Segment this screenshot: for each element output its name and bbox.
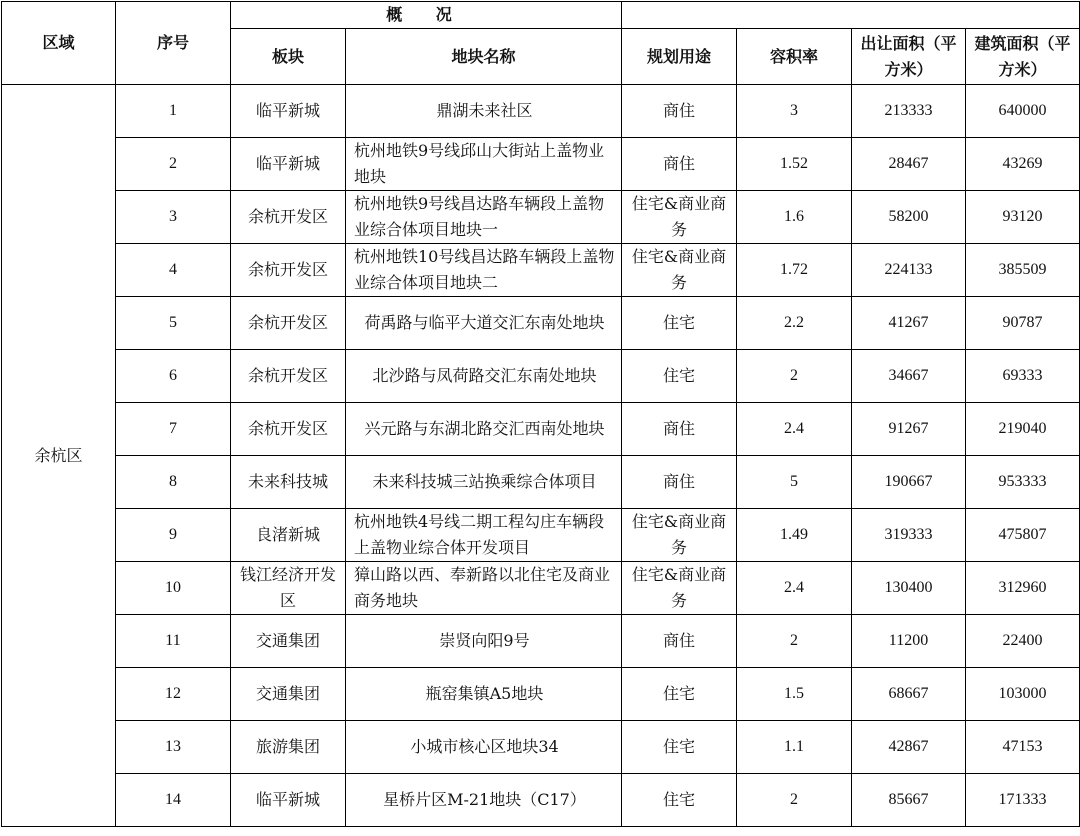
far-cell: 1.49 — [737, 509, 852, 562]
district-cell: 余杭区 — [2, 85, 116, 827]
plot-name-cell: 未来科技城三站换乘综合体项目 — [346, 456, 622, 509]
build-area-cell: 90787 — [966, 297, 1080, 350]
plot-name-cell: 兴元路与东湖北路交汇西南处地块 — [346, 403, 622, 456]
use-cell: 住宅 — [622, 668, 737, 721]
use-cell: 住宅&商业商务 — [622, 562, 737, 615]
block-cell: 良渚新城 — [231, 509, 346, 562]
table-row — [2, 244, 1080, 297]
header-plot-name: 地块名称 — [346, 29, 622, 85]
use-cell: 商住 — [622, 138, 737, 191]
transfer-area-cell: 11200 — [852, 615, 966, 668]
far-cell: 1.1 — [737, 721, 852, 774]
plot-name-cell: 杭州地铁9号线昌达路车辆段上盖物业综合体项目地块一 — [346, 191, 622, 244]
table-body — [2, 85, 1080, 827]
plot-name-cell: 星桥片区M-21地块（C17） — [346, 774, 622, 827]
header-seq: 序号 — [116, 2, 231, 85]
seq-cell: 7 — [116, 403, 231, 456]
seq-cell: 8 — [116, 456, 231, 509]
build-area-cell: 22400 — [966, 615, 1080, 668]
header-blank — [622, 2, 1080, 29]
use-cell: 住宅 — [622, 774, 737, 827]
table-row — [2, 297, 1080, 350]
use-cell: 住宅 — [622, 350, 737, 403]
table-row — [2, 774, 1080, 827]
plot-name-cell: 北沙路与凤荷路交汇东南处地块 — [346, 350, 622, 403]
block-cell: 旅游集团 — [231, 721, 346, 774]
transfer-area-cell: 224133 — [852, 244, 966, 297]
header-use: 规划用途 — [622, 29, 737, 85]
build-area-cell: 640000 — [966, 85, 1080, 138]
block-cell: 余杭开发区 — [231, 297, 346, 350]
seq-cell: 4 — [116, 244, 231, 297]
use-cell: 商住 — [622, 456, 737, 509]
use-cell: 住宅&商业商务 — [622, 509, 737, 562]
header-far: 容积率 — [737, 29, 852, 85]
table-row — [2, 456, 1080, 509]
transfer-area-cell: 319333 — [852, 509, 966, 562]
plot-name-cell: 小城市核心区地块34 — [346, 721, 622, 774]
use-cell: 住宅&商业商务 — [622, 191, 737, 244]
header-district: 区域 — [2, 2, 116, 85]
transfer-area-cell: 42867 — [852, 721, 966, 774]
block-cell: 交通集团 — [231, 615, 346, 668]
transfer-area-cell: 85667 — [852, 774, 966, 827]
seq-cell: 5 — [116, 297, 231, 350]
table-row — [2, 350, 1080, 403]
far-cell: 5 — [737, 456, 852, 509]
table-row — [2, 85, 1080, 138]
transfer-area-cell: 34667 — [852, 350, 966, 403]
table-row — [2, 191, 1080, 244]
far-cell: 1.52 — [737, 138, 852, 191]
transfer-area-cell: 68667 — [852, 668, 966, 721]
far-cell: 2 — [737, 350, 852, 403]
far-cell: 1.5 — [737, 668, 852, 721]
seq-cell: 12 — [116, 668, 231, 721]
use-cell: 商住 — [622, 403, 737, 456]
block-cell: 余杭开发区 — [231, 403, 346, 456]
build-area-cell: 43269 — [966, 138, 1080, 191]
far-cell: 2.2 — [737, 297, 852, 350]
block-cell: 余杭开发区 — [231, 191, 346, 244]
build-area-cell: 69333 — [966, 350, 1080, 403]
table-row — [2, 509, 1080, 562]
build-area-cell: 219040 — [966, 403, 1080, 456]
build-area-cell: 93120 — [966, 191, 1080, 244]
block-cell: 未来科技城 — [231, 456, 346, 509]
header-overview: 概 况 — [231, 2, 622, 29]
table-row — [2, 721, 1080, 774]
transfer-area-cell: 130400 — [852, 562, 966, 615]
far-cell: 2 — [737, 615, 852, 668]
build-area-cell: 171333 — [966, 774, 1080, 827]
seq-cell: 3 — [116, 191, 231, 244]
seq-cell: 1 — [116, 85, 231, 138]
block-cell: 余杭开发区 — [231, 350, 346, 403]
plot-name-cell: 荷禹路与临平大道交汇东南处地块 — [346, 297, 622, 350]
table-row — [2, 403, 1080, 456]
use-cell: 商住 — [622, 615, 737, 668]
seq-cell: 10 — [116, 562, 231, 615]
far-cell: 3 — [737, 85, 852, 138]
block-cell: 余杭开发区 — [231, 244, 346, 297]
header-transfer-area: 出让面积（平方米） — [852, 29, 966, 85]
seq-cell: 6 — [116, 350, 231, 403]
far-cell: 1.72 — [737, 244, 852, 297]
seq-cell: 9 — [116, 509, 231, 562]
block-cell: 临平新城 — [231, 774, 346, 827]
table-row — [2, 615, 1080, 668]
block-cell: 临平新城 — [231, 138, 346, 191]
seq-cell: 14 — [116, 774, 231, 827]
block-cell: 交通集团 — [231, 668, 346, 721]
build-area-cell: 475807 — [966, 509, 1080, 562]
far-cell: 2 — [737, 774, 852, 827]
build-area-cell: 385509 — [966, 244, 1080, 297]
transfer-area-cell: 58200 — [852, 191, 966, 244]
plot-name-cell: 杭州地铁9号线邱山大街站上盖物业地块 — [346, 138, 622, 191]
far-cell: 1.6 — [737, 191, 852, 244]
table-row — [2, 138, 1080, 191]
build-area-cell: 953333 — [966, 456, 1080, 509]
transfer-area-cell: 91267 — [852, 403, 966, 456]
seq-cell: 13 — [116, 721, 231, 774]
plot-name-cell: 崇贤向阳9号 — [346, 615, 622, 668]
table-row — [2, 562, 1080, 615]
transfer-area-cell: 28467 — [852, 138, 966, 191]
seq-cell: 11 — [116, 615, 231, 668]
use-cell: 住宅&商业商务 — [622, 244, 737, 297]
use-cell: 商住 — [622, 85, 737, 138]
plot-name-cell: 鼎湖未来社区 — [346, 85, 622, 138]
plot-name-cell: 瓶窑集镇A5地块 — [346, 668, 622, 721]
far-cell: 2.4 — [737, 562, 852, 615]
plot-name-cell: 獐山路以西、奉新路以北住宅及商业商务地块 — [346, 562, 622, 615]
header-block: 板块 — [231, 29, 346, 85]
plot-name-cell: 杭州地铁10号线昌达路车辆段上盖物业综合体项目地块二 — [346, 244, 622, 297]
table-row — [2, 668, 1080, 721]
far-cell: 2.4 — [737, 403, 852, 456]
transfer-area-cell: 41267 — [852, 297, 966, 350]
build-area-cell: 103000 — [966, 668, 1080, 721]
land-table — [1, 1, 1080, 827]
transfer-area-cell: 190667 — [852, 456, 966, 509]
build-area-cell: 312960 — [966, 562, 1080, 615]
use-cell: 住宅 — [622, 721, 737, 774]
header-build-area: 建筑面积（平方米） — [966, 29, 1080, 85]
block-cell: 钱江经济开发区 — [231, 562, 346, 615]
seq-cell: 2 — [116, 138, 231, 191]
transfer-area-cell: 213333 — [852, 85, 966, 138]
block-cell: 临平新城 — [231, 85, 346, 138]
build-area-cell: 47153 — [966, 721, 1080, 774]
plot-name-cell: 杭州地铁4号线二期工程勾庄车辆段上盖物业综合体开发项目 — [346, 509, 622, 562]
use-cell: 住宅 — [622, 297, 737, 350]
